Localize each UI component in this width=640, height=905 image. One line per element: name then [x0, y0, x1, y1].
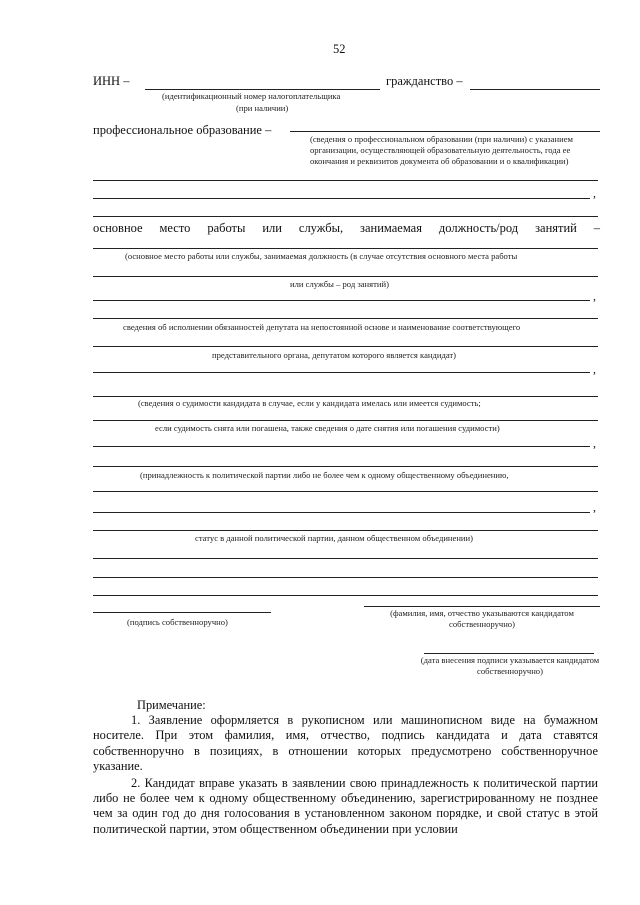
party-line-4[interactable] — [93, 558, 598, 559]
party-line-1[interactable] — [93, 491, 598, 492]
party-line-5[interactable] — [93, 577, 598, 578]
comma: , — [593, 500, 596, 514]
comma: , — [593, 186, 596, 200]
work-word: занятий – — [535, 221, 601, 235]
work-line-3[interactable] — [93, 300, 590, 301]
conviction-caption-1: (сведения о судимости кандидата в случае, если у кандидата имелась или имеется судимость; — [138, 398, 481, 408]
work-word: занимаемая — [360, 221, 422, 235]
education-caption-3: окончания и реквизитов документа об образовании и о квалификации) — [310, 156, 569, 166]
inn-line[interactable] — [145, 89, 380, 90]
deputy-caption-1: сведения об исполнении обязанностей депутата на непостоянной основе и наименование соответствующего — [123, 322, 521, 332]
conviction-line-2[interactable] — [93, 446, 590, 447]
work-line-4[interactable] — [93, 318, 598, 319]
signature-line[interactable] — [93, 612, 271, 613]
party-caption-2: статус в данной политической партии, данном общественном объединении) — [195, 533, 473, 543]
deputy-line-3[interactable] — [93, 396, 598, 397]
party-line-2[interactable] — [93, 512, 590, 513]
citizenship-label: гражданство – — [386, 74, 463, 88]
work-line-2[interactable] — [93, 276, 598, 277]
note-title: Примечание: — [137, 698, 206, 712]
education-line-4[interactable] — [93, 216, 598, 217]
note-section — [93, 698, 598, 837]
education-caption-2: организации, осуществляющей образовательную деятельность, года ее — [310, 145, 571, 155]
work-word: службы, — [298, 221, 344, 235]
comma: , — [593, 362, 596, 376]
date-caption: (дата внесения подписи указывается кандидатом собственноручно) — [420, 655, 600, 676]
work-word: место — [159, 221, 191, 235]
citizenship-line[interactable] — [470, 89, 600, 90]
party-line-6[interactable] — [93, 595, 598, 596]
work-line-1[interactable] — [93, 248, 598, 249]
work-word: или — [262, 221, 282, 235]
education-line-2[interactable] — [93, 180, 598, 181]
signature-caption: (подпись собственноручно) — [127, 617, 228, 627]
inn-caption-2: (при наличии) — [236, 103, 289, 113]
work-word: работы — [207, 221, 246, 235]
conviction-line-3[interactable] — [93, 466, 598, 467]
work-word: основное — [93, 221, 143, 235]
education-caption-1: (сведения о профессиональном образовании (при наличии) с указанием — [310, 134, 573, 144]
inn-label: ИНН – — [93, 74, 130, 88]
party-caption-1: (принадлежность к политической партии либо не более чем к одному общественному объединению, — [140, 470, 509, 480]
full-name-line[interactable] — [364, 606, 600, 607]
date-line[interactable] — [424, 653, 594, 654]
page-number: 52 — [333, 42, 346, 56]
note-paragraph-1: 1. Заявление оформляется в рукописном или машинописном виде на бумажном носителе. При этом фамилия, имя, отчество, подпись кандидата и дата ставятся собственноручно в позициях, в отношении которых предусмотрено собственноручное указание. — [93, 713, 598, 773]
conviction-caption-2: если судимость снята или погашена, также сведения о дате снятия или погашения судимости) — [155, 423, 500, 433]
work-label — [93, 221, 600, 236]
deputy-line-2[interactable] — [93, 372, 590, 373]
comma: , — [593, 289, 596, 303]
deputy-line-1[interactable] — [93, 346, 598, 347]
deputy-caption-2: представительного органа, депутатом которого является кандидат) — [212, 350, 457, 360]
comma: , — [593, 436, 596, 450]
conviction-line-1[interactable] — [93, 420, 598, 421]
education-line[interactable] — [290, 131, 600, 132]
note-paragraph-2: 2. Кандидат вправе указать в заявлении свою принадлежность к политической партии либо не более чем к одному общественному объединению, зарегистрированному не позднее чем за один год до дня голосования в установленном законом порядке, и свой статус в этой политической партии, этом общественном объединении при условии — [93, 776, 598, 836]
work-caption-2: или службы – род занятий) — [290, 279, 389, 289]
inn-caption-1: (идентификационный номер налогоплательщика — [162, 91, 341, 101]
education-line-3[interactable] — [93, 198, 590, 199]
full-name-caption: (фамилия, имя, отчество указываются кандидатом собственноручно) — [390, 608, 574, 629]
work-caption-1: (основное место работы или службы, занимаемая должность (в случае отсутствия основного места работы — [125, 251, 518, 261]
education-label: профессиональное образование – — [93, 123, 272, 137]
work-word: должность/род — [438, 221, 519, 235]
party-line-3[interactable] — [93, 530, 598, 531]
